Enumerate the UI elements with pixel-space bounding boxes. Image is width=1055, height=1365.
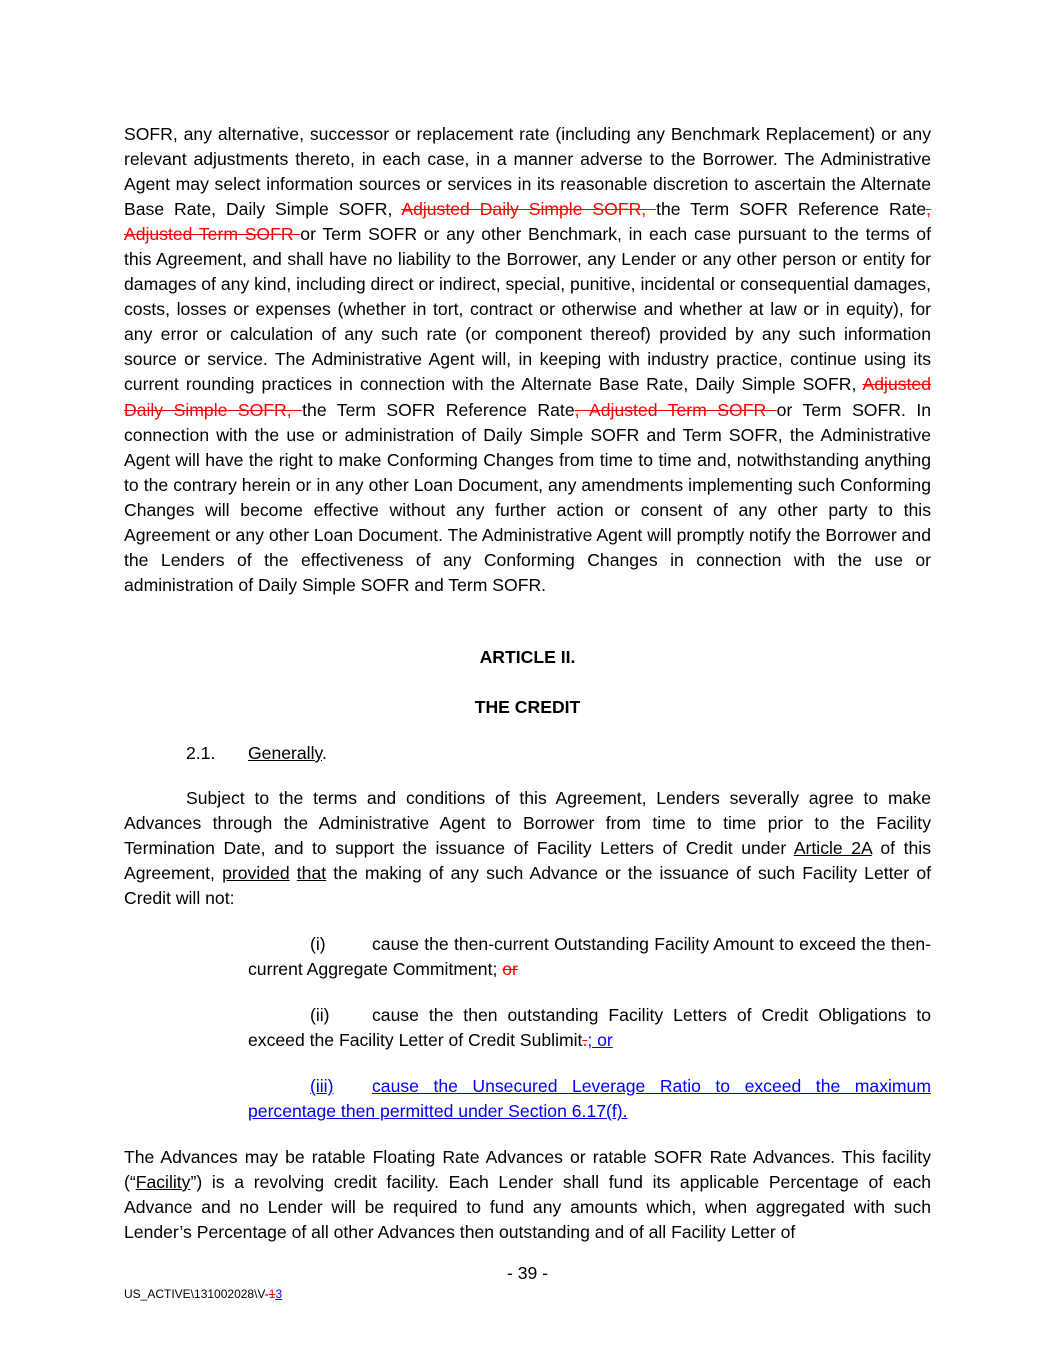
paragraph-advances (124, 1145, 931, 1245)
inserted-version: 3 (275, 1287, 283, 1301)
article-reference: Article 2A (793, 838, 872, 859)
deleted-text: , Adjusted Term SOFR (124, 199, 932, 245)
that-term: that (296, 863, 327, 884)
paragraph-text: the Term SOFR Reference Rate (302, 399, 575, 420)
section-title: Generally (248, 743, 322, 763)
paragraph-text: ”) is a revolving credit facility. Each Lender shall fund its applicable Percentage of each Advance and no Lender will be required to fund any amounts which, when aggregated with such Lender’s Percentage of all other Advances then outstanding and of all Facility Letter of (124, 1172, 931, 1243)
paragraph-sofr-disclaimer (124, 122, 931, 598)
item-label: (i) (310, 934, 326, 954)
section-heading (186, 741, 327, 766)
paragraph-text: Subject to the terms and conditions of this Agreement, Lenders severally agree to make Advances through the Administrative Agent to Borrower from time to time prior to the Facility Termination Date, and to support the issuance of Facility Letters of Credit under (124, 788, 931, 859)
deleted-text: Adjusted Daily Simple SOFR, (124, 374, 931, 420)
deleted-text: , Adjusted Term SOFR (574, 399, 777, 420)
paragraph-text: or Term SOFR or any other Benchmark, in each case pursuant to the terms of this Agreement, and shall have no liability to the Borrower, any Lender or any other person or entity for damages of any kind, including direct or indirect, special, punitive, incidental or consequential damages, costs, losses or expenses (whether in tort, contract or otherwise and whether at law or in equity), for any error or calculation of any such rate (or component thereof) provided by any such information source or service. The Administrative Agent will, in keeping with industry practice, continue using its current rounding practices in connection with the Alternate Base Rate, Daily Simple SOFR, (124, 224, 931, 395)
page-number: - 39 - (506, 1263, 549, 1283)
list-item (248, 1003, 931, 1053)
article-title: THE CREDIT (474, 697, 581, 717)
paragraph-text: the Term SOFR Reference Rate (656, 199, 927, 220)
section-period: . (322, 743, 327, 763)
provided-term: provided (222, 863, 290, 884)
paragraph-text: the making of any such Advance or the issuance of such Facility Letter of Credit will not: (124, 863, 931, 909)
article-heading: ARTICLE II. (479, 647, 576, 667)
defined-term: Facility (135, 1172, 191, 1193)
deleted-version: 1 (268, 1287, 276, 1301)
paragraph-text: The Advances may be ratable Floating Rate Advances or ratable SOFR Rate Advances. This facility (“ (124, 1147, 931, 1193)
paragraph-subject-to-terms (124, 786, 931, 911)
item-label: (iii) (310, 1076, 334, 1096)
item-text: cause the then-current Outstanding Facility Amount to exceed the then-current Aggregate Commitment; (248, 934, 931, 980)
section-number: 2.1. (186, 743, 216, 763)
paragraph-text (290, 863, 297, 883)
inserted-text: ; or (587, 1030, 613, 1051)
paragraph-text: SOFR, any alternative, successor or replacement rate (including any Benchmark Replacement) or any relevant adjustments thereto, in each case, in a manner adverse to the Borrower. The Administrative Agent may select information sources or services in its reasonable discretion to ascertain the Alternate Base Rate, Daily Simple SOFR, (124, 124, 931, 220)
deleted-text: . (582, 1030, 588, 1051)
paragraph-text: of this Agreement, (124, 838, 931, 884)
deleted-text: Adjusted Daily Simple SOFR, (401, 199, 657, 220)
doc-id: US_ACTIVE\131002028\V- (124, 1287, 269, 1301)
deleted-text: or (502, 959, 518, 980)
item-label: (ii) (310, 1005, 330, 1025)
inserted-text: cause the Unsecured Leverage Ratio to exceed the maximum percentage then permitted under Section 6.17(f). (248, 1076, 931, 1122)
item-text: cause the then outstanding Facility Letters of Credit Obligations to exceed the Facility Letter of Credit Sublimit (248, 1005, 931, 1051)
document-footer-id (124, 1286, 282, 1302)
paragraph-text: or Term SOFR. In connection with the use or administration of Daily Simple SOFR and Term SOFR, the Administrative Agent will have the right to make Conforming Changes from time to time and, notwithstanding anything to the contrary herein or in any other Loan Document, any amendments implementing such Conforming Changes will become effective without any further action or consent of any other party to this Agreement or any other Loan Document. The Administrative Agent will promptly notify the Borrower and the Lenders of the effectiveness of any Conforming Changes in connection with the use or administration of Daily Simple SOFR and Term SOFR. (124, 399, 932, 595)
list-item-inserted (248, 1074, 931, 1124)
list-item (248, 932, 931, 982)
